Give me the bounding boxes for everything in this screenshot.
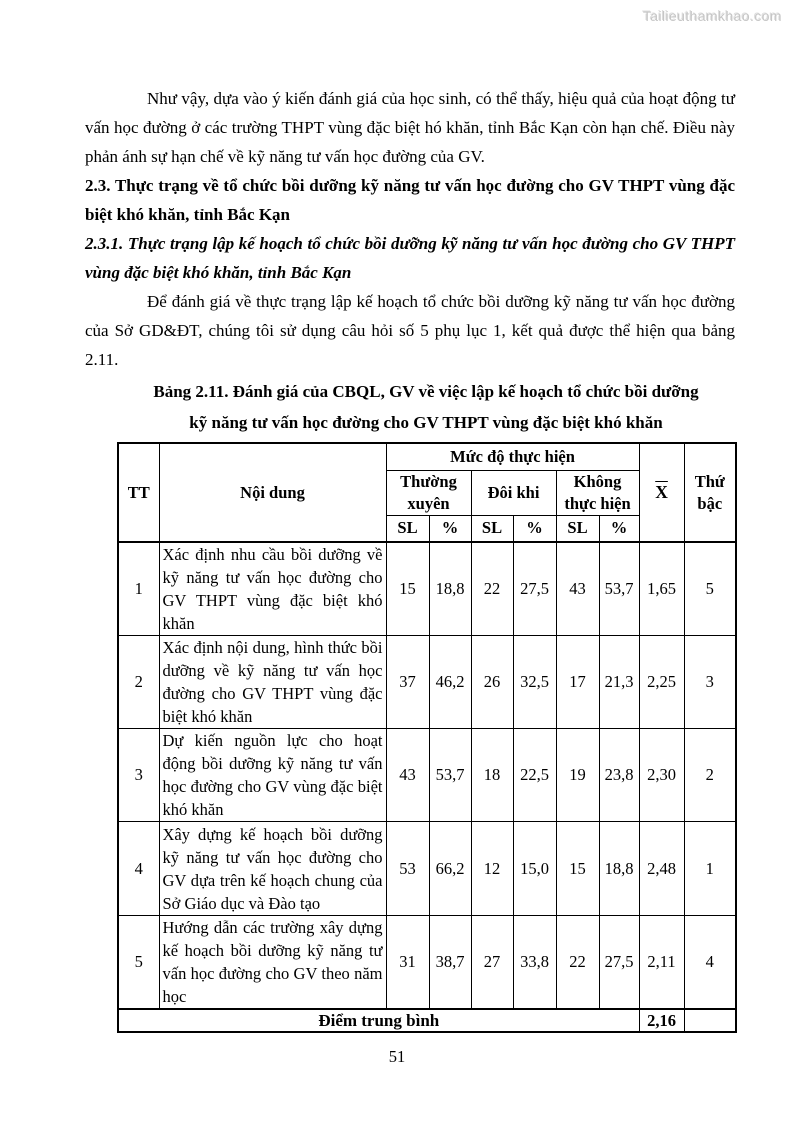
average-xbar-value: 2,16 <box>639 1009 684 1032</box>
table-caption <box>117 376 735 438</box>
cell-tx-pct: 18,8 <box>429 542 471 636</box>
cell-kth-pct: 23,8 <box>599 729 639 822</box>
results-table <box>117 442 737 1033</box>
col-header-xbar <box>639 443 684 542</box>
cell-kth-sl: 43 <box>556 542 599 636</box>
col-header-sl-2: SL <box>471 515 513 542</box>
col-header-sl-1: SL <box>386 515 429 542</box>
cell-kth-pct: 53,7 <box>599 542 639 636</box>
cell-xbar: 1,65 <box>639 542 684 636</box>
col-header-thu-bac: Thứ bậc <box>684 443 736 542</box>
cell-dk-pct: 33,8 <box>513 916 556 1010</box>
cell-content: Hướng dẫn các trường xây dựng kế hoạch bồi dưỡng kỹ năng tư vấn học đường cho GV theo năm học <box>159 916 386 1010</box>
table-row <box>118 729 736 822</box>
section-heading-2-3: 2.3. Thực trạng về tổ chức bồi dưỡng kỹ năng tư vấn học đường cho GV THPT vùng đặc biệt khó khăn, tỉnh Bắc Kạn <box>85 176 735 224</box>
cell-kth-sl: 15 <box>556 822 599 916</box>
cell-content: Dự kiến nguồn lực cho hoạt động bồi dưỡng kỹ năng tư vấn học đường cho GV vùng đặc biệt khó khăn <box>159 729 386 822</box>
cell-kth-sl: 19 <box>556 729 599 822</box>
cell-dk-sl: 12 <box>471 822 513 916</box>
table-average-row <box>118 1009 736 1032</box>
cell-dk-sl: 18 <box>471 729 513 822</box>
cell-tt: 2 <box>118 636 159 729</box>
cell-tx-pct: 38,7 <box>429 916 471 1010</box>
cell-rank: 5 <box>684 542 736 636</box>
cell-tt: 4 <box>118 822 159 916</box>
table-row <box>118 822 736 916</box>
col-header-pct-3: % <box>599 515 639 542</box>
cell-kth-sl: 22 <box>556 916 599 1010</box>
cell-xbar: 2,11 <box>639 916 684 1010</box>
cell-tt: 3 <box>118 729 159 822</box>
cell-rank: 4 <box>684 916 736 1010</box>
cell-tt: 5 <box>118 916 159 1010</box>
page-content <box>85 84 735 1033</box>
cell-xbar: 2,25 <box>639 636 684 729</box>
col-header-noi-dung: Nội dung <box>159 443 386 542</box>
cell-dk-sl: 26 <box>471 636 513 729</box>
cell-tx-pct: 53,7 <box>429 729 471 822</box>
page-number: 51 <box>388 1047 406 1066</box>
col-header-pct-2: % <box>513 515 556 542</box>
average-label: Điểm trung bình <box>118 1009 639 1032</box>
cell-content: Xây dựng kế hoạch bồi dưỡng kỹ năng tư vấn học đường cho GV dựa trên kế hoạch chung của Sở Giáo dục và Đào tạo <box>159 822 386 916</box>
col-header-muc-do-thuc-hien: Mức độ thực hiện <box>386 443 639 470</box>
watermark: Tailieuthamkhao.com <box>642 8 782 24</box>
cell-dk-pct: 22,5 <box>513 729 556 822</box>
col-header-khong-thuc-hien: Không thực hiện <box>556 470 639 515</box>
paragraph-intro: Như vậy, dựa vào ý kiến đánh giá của học sinh, có thể thấy, hiệu quả của hoạt động tư vấn học đường ở các trường THPT vùng đặc biệt hó khăn, tỉnh Bắc Kạn còn hạn chế. Điều này phản ánh sự hạn chế về kỹ năng tư vấn học đường của GV. <box>85 89 735 166</box>
cell-tx-sl: 31 <box>386 916 429 1010</box>
col-header-sl-3: SL <box>556 515 599 542</box>
subsection-heading-2-3-1: 2.3.1. Thực trạng lập kế hoạch tổ chức bồi dưỡng kỹ năng tư vấn học đường cho GV THPT vùng đặc biệt khó khăn, tỉnh Bắc Kạn <box>85 234 735 282</box>
cell-tx-sl: 15 <box>386 542 429 636</box>
paragraph-method: Để đánh giá về thực trạng lập kế hoạch tổ chức bồi dưỡng kỹ năng tư vấn học đường của Sở GD&ĐT, chúng tôi sử dụng câu hỏi số 5 phụ lục 1, kết quả được thể hiện qua bảng 2.11. <box>85 292 735 369</box>
cell-kth-pct: 27,5 <box>599 916 639 1010</box>
cell-xbar: 2,48 <box>639 822 684 916</box>
cell-rank: 3 <box>684 636 736 729</box>
table-caption-line2: kỹ năng tư vấn học đường cho GV THPT vùng đặc biệt khó khăn <box>189 413 663 432</box>
cell-tx-sl: 53 <box>386 822 429 916</box>
cell-dk-pct: 32,5 <box>513 636 556 729</box>
cell-kth-pct: 18,8 <box>599 822 639 916</box>
cell-kth-sl: 17 <box>556 636 599 729</box>
average-empty-cell <box>684 1009 736 1032</box>
table-row <box>118 916 736 1010</box>
col-header-pct-1: % <box>429 515 471 542</box>
cell-tt: 1 <box>118 542 159 636</box>
cell-rank: 2 <box>684 729 736 822</box>
cell-content: Xác định nội dung, hình thức bồi dưỡng về kỹ năng tư vấn học đường cho GV THPT vùng đặc biệt khó khăn <box>159 636 386 729</box>
table-caption-line1: Bảng 2.11. Đánh giá của CBQL, GV về việc lập kế hoạch tổ chức bồi dưỡng <box>153 382 699 401</box>
cell-tx-pct: 46,2 <box>429 636 471 729</box>
cell-tx-sl: 37 <box>386 636 429 729</box>
cell-tx-pct: 66,2 <box>429 822 471 916</box>
cell-tx-sl: 43 <box>386 729 429 822</box>
cell-content: Xác định nhu cầu bồi dưỡng về kỹ năng tư vấn học đường cho GV THPT vùng đặc biệt khó khăn <box>159 542 386 636</box>
col-header-tt: TT <box>118 443 159 542</box>
col-header-doi-khi: Đôi khi <box>471 470 556 515</box>
cell-rank: 1 <box>684 822 736 916</box>
xbar-symbol: $\overline{X}$ <box>655 482 668 502</box>
cell-dk-sl: 27 <box>471 916 513 1010</box>
table-row <box>118 636 736 729</box>
cell-xbar: 2,30 <box>639 729 684 822</box>
table-row <box>118 542 736 636</box>
cell-kth-pct: 21,3 <box>599 636 639 729</box>
cell-dk-pct: 27,5 <box>513 542 556 636</box>
cell-dk-sl: 22 <box>471 542 513 636</box>
col-header-thuong-xuyen: Thường xuyên <box>386 470 471 515</box>
cell-dk-pct: 15,0 <box>513 822 556 916</box>
